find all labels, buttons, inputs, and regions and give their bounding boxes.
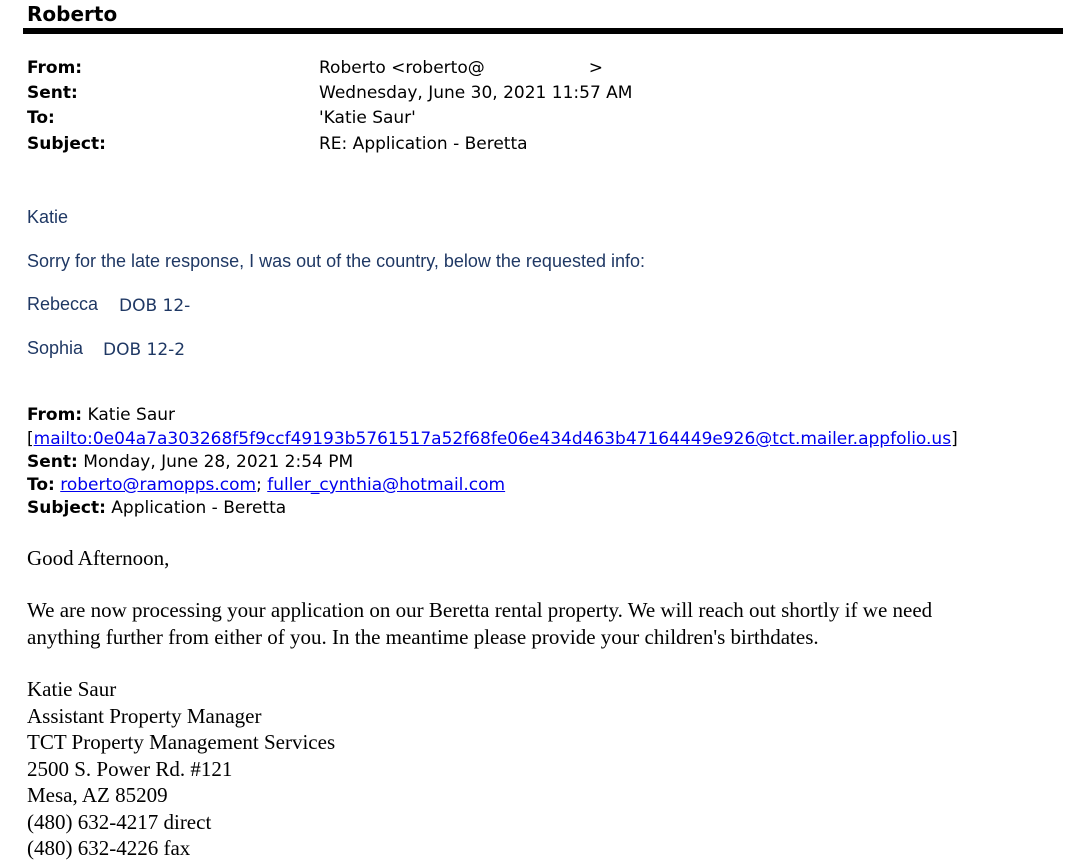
quoted-sent-value: Monday, June 28, 2021 2:54 PM (83, 452, 354, 472)
body-paragraph-line: We are now processing your application on our Beretta rental property. We will reach out shortly if we need (27, 598, 933, 622)
quoted-subject-label: Subject: (27, 498, 106, 518)
child-name: Sophia (27, 338, 84, 358)
reply-line: Sorry for the late response, I was out of the country, below the requested info: (27, 251, 646, 271)
signature-address: 2500 S. Power Rd. #121 (27, 756, 233, 781)
signature-name: Katie Saur (27, 677, 117, 701)
quoted-from (27, 404, 175, 426)
subject-label: Subject: (27, 134, 106, 154)
from-value-text: Roberto <roberto@ (319, 58, 485, 78)
child-dob: DOB 12-2 (103, 340, 186, 360)
to-email-link[interactable]: fuller_cynthia@hotmail.com (267, 475, 506, 495)
quoted-to (27, 474, 505, 496)
sent-label: Sent: (27, 83, 78, 103)
bracket-open: [ (27, 429, 34, 449)
signature-block (27, 676, 335, 862)
quoted-from-value: Katie Saur (87, 405, 176, 425)
child-name: Rebecca (27, 294, 99, 314)
quoted-from-label: From: (27, 405, 83, 425)
quoted-sent (27, 451, 353, 473)
subject-value: RE: Application - Beretta (319, 134, 528, 154)
to-label: To: (27, 108, 55, 128)
signature-fax: (480) 632-4226 fax (27, 836, 191, 860)
quoted-sent-label: Sent: (27, 452, 78, 472)
bracket-close: ] (951, 429, 958, 449)
quoted-subject-value: Application - Beretta (111, 498, 287, 518)
quoted-subject (27, 497, 286, 519)
body-greeting: Good Afternoon, (27, 546, 170, 570)
signature-address: Mesa, AZ 85209 (27, 783, 168, 807)
sent-value: Wednesday, June 30, 2021 11:57 AM (319, 83, 633, 103)
reply-greeting: Katie (27, 207, 69, 227)
sender-title: Roberto (27, 2, 118, 26)
from-value (319, 57, 603, 79)
body-paragraph-line: anything further from either of you. In the meantime please provide your children's birthdates. (27, 624, 819, 649)
child-dob: DOB 12- (119, 296, 191, 316)
header-rule (23, 28, 1063, 34)
quoted-mailto (27, 428, 958, 450)
quoted-to-label: To: (27, 475, 55, 495)
signature-phone: (480) 632-4217 direct (27, 809, 212, 834)
mailto-link[interactable]: mailto:0e04a7a303268f5f9ccf49193b5761517a52f68fe06e434d463b47164449e926@tct.mailer.appfolio.us (33, 429, 952, 449)
signature-title: Assistant Property Manager (27, 703, 262, 728)
signature-company: TCT Property Management Services (27, 730, 336, 754)
from-value-end: > (588, 58, 603, 78)
to-separator: ; (256, 475, 262, 495)
to-email-link[interactable]: roberto@ramopps.com (60, 475, 257, 495)
to-value: 'Katie Saur' (319, 108, 416, 128)
from-label: From: (27, 58, 83, 78)
